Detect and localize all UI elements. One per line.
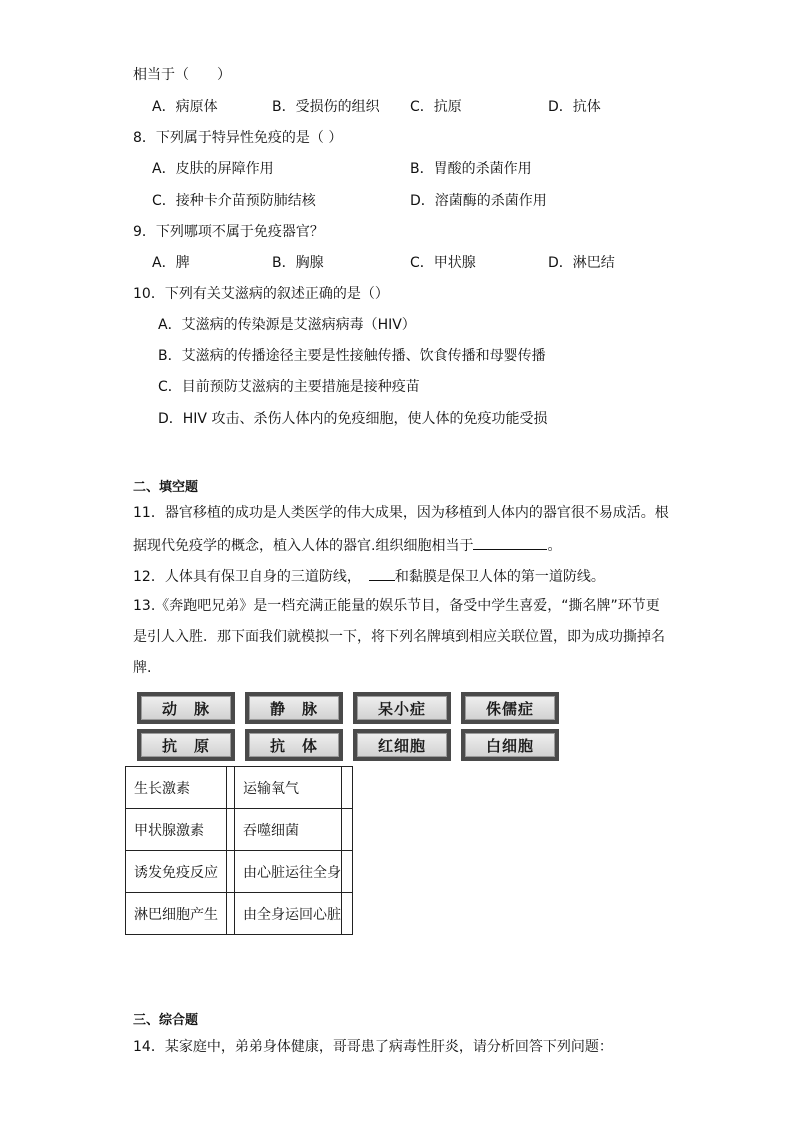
q9-stem: 9．下列哪项不属于免疫器官？ (133, 224, 324, 240)
table-right-cell: 运输氧气 (235, 767, 342, 809)
q7-stem-tail: 相当于（ ） (133, 67, 231, 83)
q8-option-d: D．溶菌酶的杀菌作用 (410, 193, 547, 209)
table-right-cell: 由全身运回心脏 (235, 893, 342, 935)
q7-option-d: D．抗体 (548, 99, 601, 115)
q11-line2 (133, 535, 561, 555)
name-card-white-blood-cell[interactable]: 白细胞 (461, 729, 559, 761)
q10-option-b: B．艾滋病的传播途径主要是性接触传播、饮食传播和母婴传播 (158, 348, 546, 364)
table-row (126, 809, 353, 851)
q10-option-d: D．HIV 攻击、杀伤人体内的免疫细胞，使人体的免疫功能受损 (158, 411, 548, 427)
q8-stem: 8．下列属于特异性免疫的是（ ） (133, 130, 343, 146)
q8-option-c: C．接种卡介苗预防肺结核 (152, 193, 316, 209)
answer-slot-right[interactable] (342, 809, 353, 851)
answer-slot-left[interactable] (227, 767, 235, 809)
q9-option-d: D．淋巴结 (548, 255, 615, 271)
name-card-artery[interactable]: 动 脉 (137, 692, 235, 724)
answer-slot-right[interactable] (342, 893, 353, 935)
q9-option-a: A．脾 (152, 255, 190, 271)
table-right-cell: 吞噬细菌 (235, 809, 342, 851)
q12-text-b: 和黏膜是保卫人体的第一道防线。 (394, 569, 605, 585)
answer-slot-right[interactable] (342, 851, 353, 893)
q10-stem: 10．下列有关艾滋病的叙述正确的是（） (133, 286, 389, 302)
name-card-red-blood-cell[interactable]: 红细胞 (353, 729, 451, 761)
q7-option-a: A．病原体 (152, 99, 218, 115)
q14-stem: 14．某家庭中，弟弟身体健康，哥哥患了病毒性肝炎，请分析回答下列问题： (133, 1039, 613, 1055)
q13-line1: 13.《奔跑吧兄弟》是一档充满正能量的娱乐节目，备受中学生喜爱，“撕名牌”环节更 (133, 598, 660, 614)
section-fill-in-title: 二、填空题 (133, 480, 199, 495)
table-left-cell: 淋巴细胞产生 (126, 893, 227, 935)
q12-line (133, 566, 605, 586)
table-row (126, 767, 353, 809)
q12-answer-blank[interactable] (369, 566, 395, 581)
matching-table (125, 766, 353, 935)
section-comprehensive-title: 三、综合题 (133, 1013, 199, 1028)
table-left-cell: 生长激素 (126, 767, 227, 809)
table-left-cell: 诱发免疫反应 (126, 851, 227, 893)
q11-line2-end: 。 (547, 538, 562, 554)
table-row (126, 893, 353, 935)
table-right-cell: 由心脏运往全身 (235, 851, 342, 893)
q9-option-b: B．胸腺 (272, 255, 324, 271)
table-left-cell: 甲状腺激素 (126, 809, 227, 851)
q12-text-a: 12．人体具有保卫自身的三道防线， (133, 569, 361, 585)
answer-slot-right[interactable] (342, 767, 353, 809)
name-card-antigen[interactable]: 抗 原 (137, 729, 235, 761)
name-card-dwarfism[interactable]: 侏儒症 (461, 692, 559, 724)
q10-option-c: C．目前预防艾滋病的主要措施是接种疫苗 (158, 379, 420, 395)
table-row (126, 851, 353, 893)
answer-slot-left[interactable] (227, 809, 235, 851)
q13-line3: 牌. (133, 660, 152, 676)
q8-option-b: B．胃酸的杀菌作用 (410, 161, 532, 177)
answer-slot-left[interactable] (227, 893, 235, 935)
name-card-cretinism[interactable]: 呆小症 (353, 692, 451, 724)
q13-line2: 是引人入胜．那下面我们就模拟一下，将下列名牌填到相应关联位置，即为成功撕掉名 (133, 629, 665, 645)
q8-option-a: A．皮肤的屏障作用 (152, 161, 274, 177)
q11-line2-text: 据现代免疫学的概念，植入人体的器官.组织细胞相当于 (133, 538, 474, 554)
name-card-antibody[interactable]: 抗 体 (245, 729, 343, 761)
q7-option-b: B．受损伤的组织 (272, 99, 380, 115)
q7-option-c: C．抗原 (410, 99, 462, 115)
q10-option-a: A．艾滋病的传染源是艾滋病病毒（HIV） (158, 317, 416, 333)
q11-line1: 11．器官移植的成功是人类医学的伟大成果，因为移植到人体内的器官很不易成活。根 (133, 505, 669, 521)
q11-answer-blank[interactable] (473, 535, 547, 550)
answer-slot-left[interactable] (227, 851, 235, 893)
name-card-vein[interactable]: 静 脉 (245, 692, 343, 724)
q9-option-c: C．甲状腺 (410, 255, 476, 271)
